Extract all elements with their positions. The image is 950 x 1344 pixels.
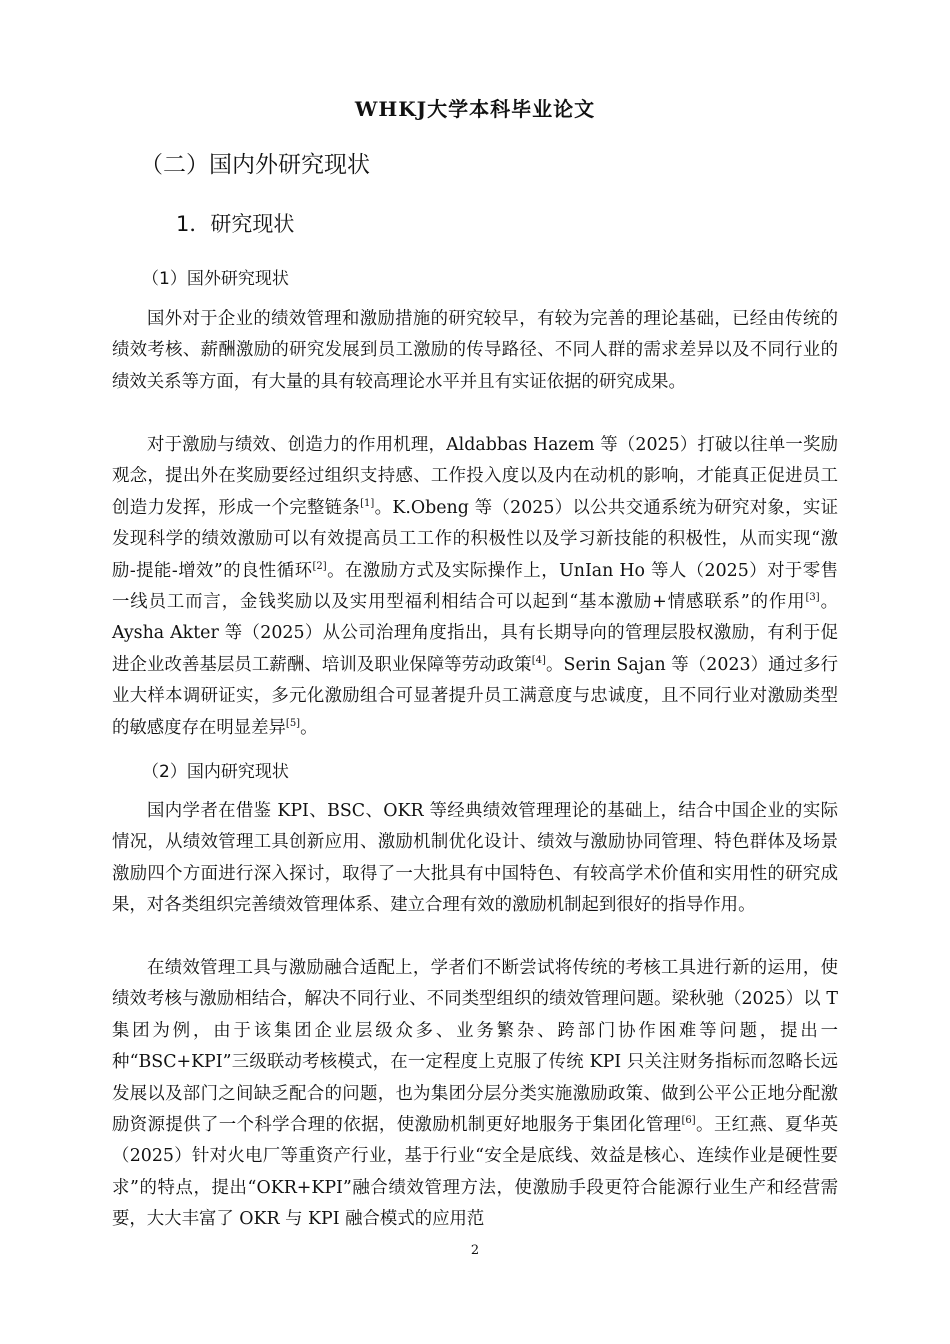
foreign-paragraph-1: 国外对于企业的绩效管理和激励措施的研究较早，有较为完善的理论基础，已经由传统的绩效考核、薪酬激励的研究发展到员工激励的传导路径、不同人群的需求差异以及不同行业的绩效关系等方面，有大量的具有较高理论水平并且有实证依据的研究成果。 — [112, 309, 838, 392]
citation[interactable]: [5] — [285, 717, 301, 729]
foreign-paragraph-2 — [112, 430, 838, 744]
section-title: （二）国内外研究现状 — [140, 152, 370, 178]
text-run: 在绩效管理工具与激励融合适配上，学者们不断尝试将传统的考核工具进行新的运用，使绩效考核与激励相结合，解决不同行业、不同类型组织的绩效管理问题。梁秋驰（2025）以 T 集团为例，由于该集团企业层级众多、业务繁杂、跨部门协作困难等问题，提出一种“BSC+KPI”三级联动考核模式，在一定程度上克服了传统 KPI 只关注财务指标而忽略长远发展以及部门之间缺乏配合的问题，也为集团分层分类实施激励政策、做到公平公正地分配激励资源提供了一个科学合理的依据，使激励机制更好地服务于集团化管理 — [112, 958, 838, 1136]
running-header: WHKJ大学本科毕业论文 — [354, 97, 596, 121]
subsection-title: 1．研究现状 — [176, 212, 295, 236]
citation[interactable]: [1] — [360, 498, 375, 510]
domestic-paragraph-2 — [112, 953, 838, 1236]
citation[interactable]: [2] — [312, 560, 327, 572]
text-run: 。 — [300, 717, 318, 738]
citation[interactable]: [6] — [681, 1115, 696, 1127]
text-run: 对于激励与绩效、创造力的作用机理，Aldabbas Hazem 等（2025）打破以往单一奖励观念，提出外在奖励要经过组织支持感、工作投入度以及内在动机的影响，才能真正促进员工创造力发挥，形成一个完整链条 — [112, 435, 838, 518]
text-run: 。K.Obeng 等（2025）以公共交通系统为研究对象，实证发现科学的绩效激励可以有效提高员工工作的积极性以及学习新技能的积极性，从而实现“激励-提能-增效”的良性循环 — [112, 497, 838, 581]
text-run: 。Serin Sajan 等（2023）通过多行业大样本调研证实，多元化激励组合可显著提升员工满意度与忠诚度，且不同行业对激励类型的敏感度存在明显差异 — [112, 654, 838, 738]
domestic-paragraph-1: 国内学者在借鉴 KPI、BSC、OKR 等经典绩效管理理论的基础上，结合中国企业的实际情况，从绩效管理工具创新应用、激励机制优化设计、绩效与激励协同管理、特色群体及场景激励四个方面进行深入探讨，取得了一大批具有中国特色、有较高学术价值和实用性的研究成果，对各类组织完善绩效管理体系、建立合理有效的激励机制起到很好的指导作用。 — [112, 801, 838, 916]
text-run: 。Aysha Akter 等（2025）从公司治理角度指出，具有长期导向的管理层股权激励，有利于促进企业改善基层员工薪酬、培训及职业保障等劳动政策 — [112, 592, 838, 675]
domestic-heading: （2）国内研究现状 — [142, 762, 289, 782]
text-run: 。王红燕、夏华英（2025）针对火电厂等重资产行业，基于行业“安全是底线、效益是核心、连续作业是硬性要求”的特点，提出“OKR+KPI”融合绩效管理方法，使激励手段更符合能源行业生产和经营需要，大大丰富了 OKR 与 KPI 融合模式的应用范 — [112, 1115, 838, 1230]
text-run: 。在激励方式及实际操作上，UnIan Ho 等人（2025）对于零售一线员工而言，金钱奖励以及实用型福利相结合可以起到“基本激励+情感联系”的作用 — [112, 560, 838, 613]
page-number: 2 — [470, 1243, 480, 1258]
foreign-heading: （1）国外研究现状 — [142, 269, 289, 289]
citation[interactable]: [3] — [805, 592, 820, 604]
citation[interactable]: [4] — [531, 655, 546, 667]
